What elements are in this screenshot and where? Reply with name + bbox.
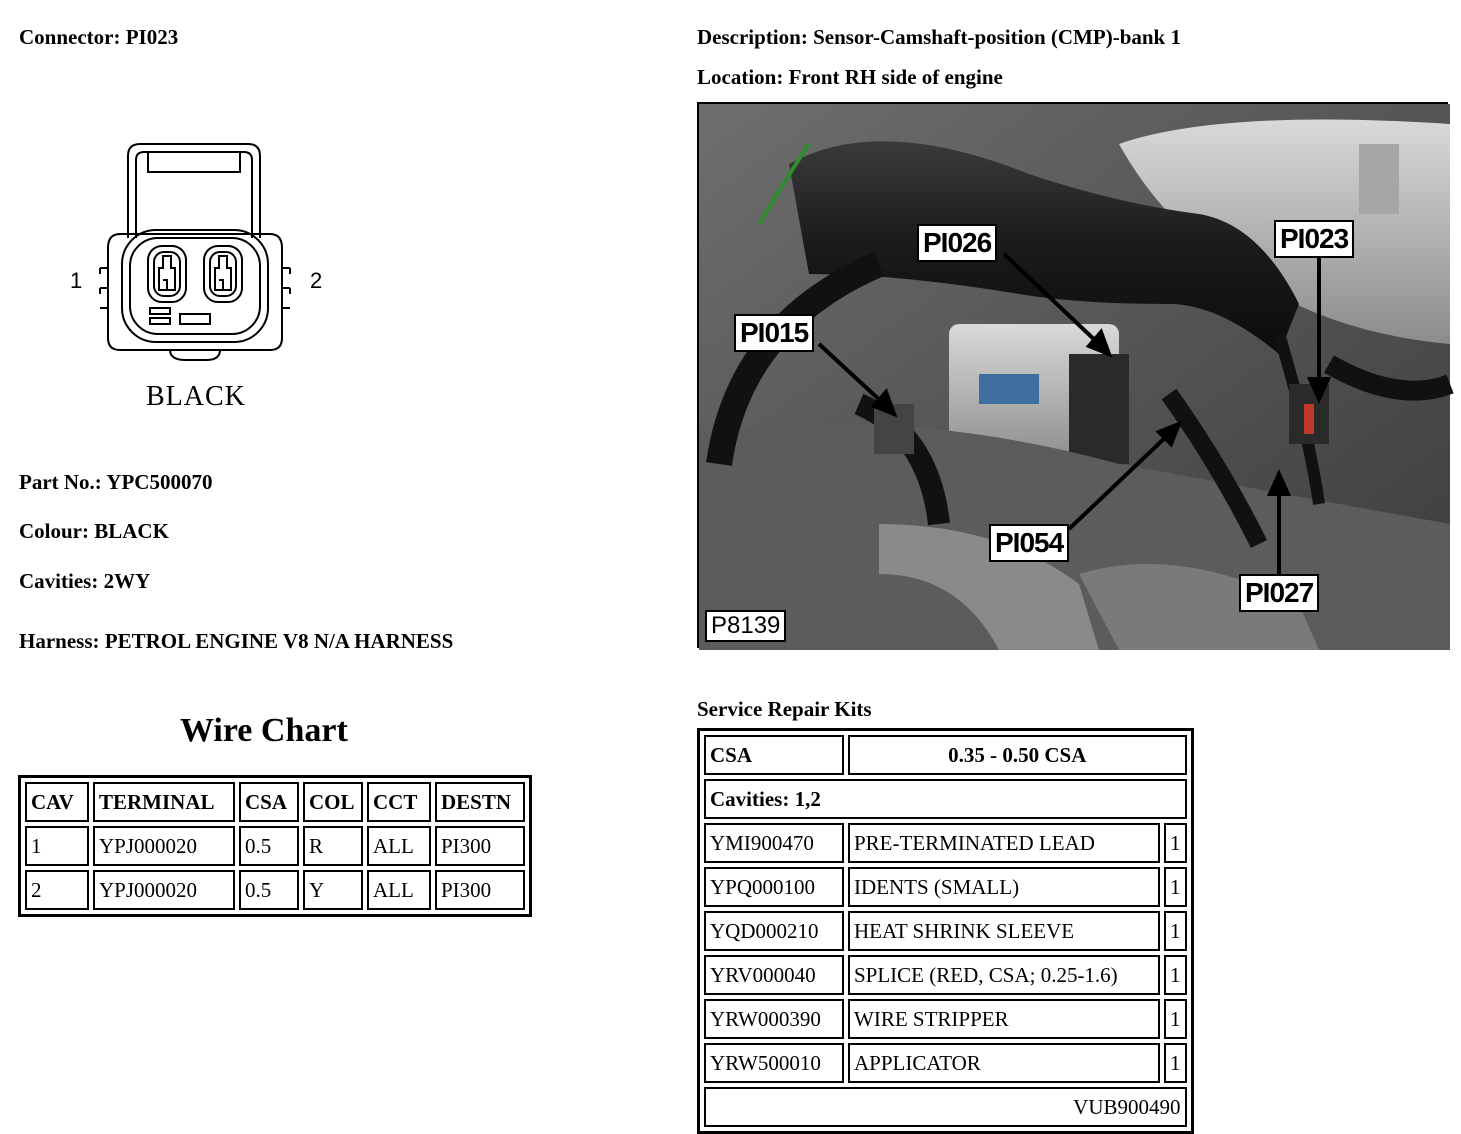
- connector-outline-icon: [70, 138, 338, 378]
- engine-bay-image: [699, 104, 1450, 650]
- kit-part-number: YMI900470: [704, 823, 844, 863]
- column-header: CCT: [367, 782, 431, 822]
- description-value: Sensor-Camshaft-position (CMP)-bank 1: [813, 25, 1181, 49]
- part-number-line: [19, 470, 212, 495]
- callout-pi023: PI023: [1274, 220, 1354, 258]
- callout-pi026: PI026: [917, 224, 997, 262]
- wire-chart-table: [18, 775, 532, 917]
- location-label: Location:: [697, 65, 784, 89]
- table-cell: R: [303, 826, 363, 866]
- kit-description: HEAT SHRINK SLEEVE: [848, 911, 1160, 951]
- kit-description: SPLICE (RED, CSA; 0.25-1.6): [848, 955, 1160, 995]
- column-header: CAV: [25, 782, 89, 822]
- engine-location-photo: [697, 102, 1448, 648]
- column-header: CSA: [239, 782, 299, 822]
- kit-quantity: 1: [1164, 867, 1187, 907]
- colour-label: Colour:: [19, 519, 89, 543]
- table-cell: 0.5: [239, 870, 299, 910]
- connector-value: PI023: [125, 25, 179, 49]
- wire-chart-title: Wire Chart: [180, 712, 348, 749]
- kit-quantity: 1: [1164, 955, 1187, 995]
- part-number-label: Part No.:: [19, 470, 102, 494]
- kit-part-number: YPQ000100: [704, 867, 844, 907]
- table-cell: YPJ000020: [93, 826, 235, 866]
- table-cell: 2: [25, 870, 89, 910]
- kit-part-number-total: VUB900490: [704, 1087, 1187, 1127]
- kit-quantity: 1: [1164, 823, 1187, 863]
- connector-label: Connector:: [19, 25, 121, 49]
- colour-value: BLACK: [94, 519, 169, 543]
- table-cell: ALL: [367, 826, 431, 866]
- table-row: [25, 870, 525, 910]
- table-row: [704, 955, 1187, 995]
- connector-heading: [19, 25, 178, 50]
- csa-value: 0.35 - 0.50 CSA: [848, 735, 1187, 775]
- kit-description: IDENTS (SMALL): [848, 867, 1160, 907]
- kit-description: WIRE STRIPPER: [848, 999, 1160, 1039]
- kit-cavities: Cavities: 1,2: [704, 779, 1187, 819]
- kit-description: APPLICATOR: [848, 1043, 1160, 1083]
- csa-row: [704, 735, 1187, 775]
- table-row: [25, 826, 525, 866]
- description-label: Description:: [697, 25, 808, 49]
- table-cell: 0.5: [239, 826, 299, 866]
- harness-line: [19, 629, 453, 654]
- service-kits-table: [697, 728, 1194, 1134]
- part-number-value: YPC500070: [106, 470, 213, 494]
- table-header-row: [25, 782, 525, 822]
- callout-pi027: PI027: [1239, 574, 1319, 612]
- connector-face-diagram: [70, 138, 338, 378]
- table-row: [704, 867, 1187, 907]
- kit-quantity: 1: [1164, 1043, 1187, 1083]
- kit-part-number: YRV000040: [704, 955, 844, 995]
- cavities-row: [704, 779, 1187, 819]
- kit-quantity: 1: [1164, 999, 1187, 1039]
- table-cell: ALL: [367, 870, 431, 910]
- table-row: [704, 823, 1187, 863]
- kit-description: PRE-TERMINATED LEAD: [848, 823, 1160, 863]
- kit-part-number: YRW500010: [704, 1043, 844, 1083]
- callout-pi015: PI015: [734, 314, 814, 352]
- table-cell: 1: [25, 826, 89, 866]
- csa-label: CSA: [704, 735, 844, 775]
- table-cell: Y: [303, 870, 363, 910]
- location-heading: [697, 65, 1003, 90]
- cavities-value: 2WY: [103, 569, 151, 593]
- service-kits-title: Service Repair Kits: [697, 697, 872, 721]
- column-header: TERMINAL: [93, 782, 235, 822]
- colour-line: [19, 519, 169, 544]
- table-row: [704, 999, 1187, 1039]
- column-header: COL: [303, 782, 363, 822]
- pin-number-left: 1: [70, 268, 83, 293]
- table-row: [704, 1043, 1187, 1083]
- harness-value: PETROL ENGINE V8 N/A HARNESS: [104, 629, 454, 653]
- harness-label: Harness:: [19, 629, 100, 653]
- table-cell: YPJ000020: [93, 870, 235, 910]
- photo-reference-id: P8139: [705, 610, 786, 642]
- location-value: Front RH side of engine: [788, 65, 1003, 89]
- column-header: DESTN: [435, 782, 525, 822]
- description-heading: [697, 25, 1181, 50]
- kit-part-number: YRW000390: [704, 999, 844, 1039]
- table-cell: PI300: [435, 826, 525, 866]
- kit-part-number: YQD000210: [704, 911, 844, 951]
- connector-colour-label: BLACK: [146, 381, 246, 412]
- cavities-label: Cavities:: [19, 569, 99, 593]
- callout-pi054: PI054: [989, 524, 1069, 562]
- kit-number-row: [704, 1087, 1187, 1127]
- table-cell: PI300: [435, 870, 525, 910]
- pin-number-right: 2: [310, 268, 323, 293]
- kit-quantity: 1: [1164, 911, 1187, 951]
- table-row: [704, 911, 1187, 951]
- cavities-line: [19, 569, 150, 594]
